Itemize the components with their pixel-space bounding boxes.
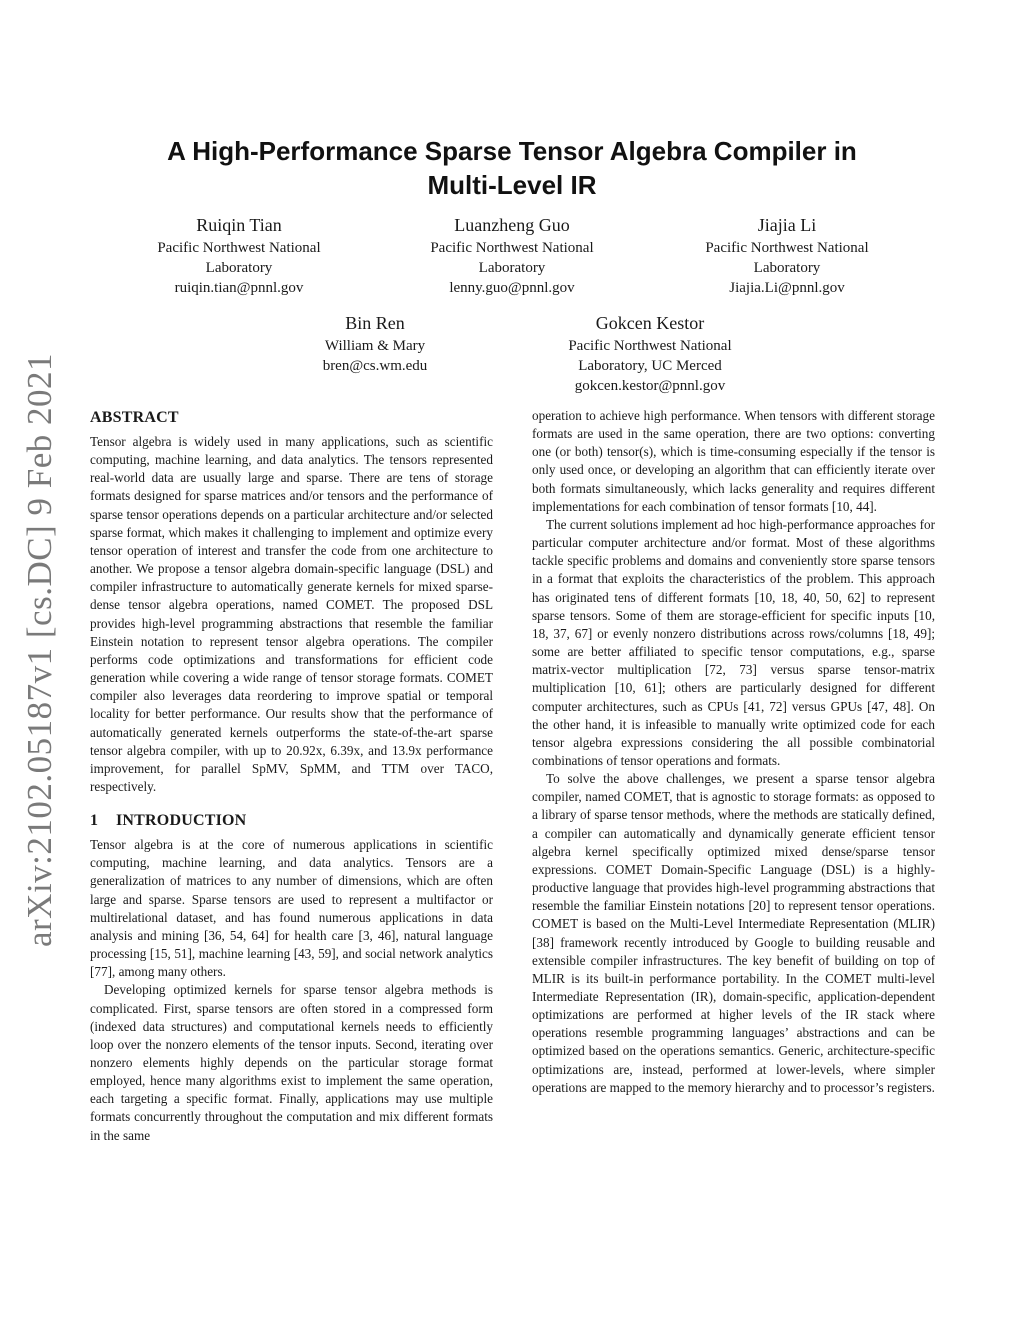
author-name: Jiajia Li xyxy=(757,215,817,235)
left-column xyxy=(90,407,493,1145)
right-paragraph-1: operation to achieve high performance. When tensors with different storage formats are used in the same operation, there are two options: converting one (or both) tensor(s), which is time-consuming especially if the tensor is only used once, or developing an algorithm that can efficiently iterate over both formats simultaneously, which lacks generality and requires different implementations for each combination of tensor formats [10, 44]. xyxy=(532,408,935,514)
section-title: INTRODUCTION xyxy=(116,812,247,830)
abstract-text: Tensor algebra is widely used in many applications, such as scientific computing, machine learning, and data analytics. The tensors represented real-world data are usually large and sparse. There are tens of storage formats designed for sparse matrices and/or tensors and the performance of sparse tensor operations depends on a particular architecture and/or selected sparse format, which makes it challenging to implement and optimize every tensor operation of interest and transfer the code from one architecture to another. We propose a tensor algebra domain-specific language (DSL) and compiler infrastructure to automatically generate kernels for mixed sparse-dense tensor algebra operations, named COMET. The proposed DSL provides high-level programming abstractions that resemble the familiar Einstein notation to represent tensor algebra operations. The compiler performs code optimizations and transformations for efficient code generation while covering a wide range of tensor storage formats. COMET compiler also leverages data reordering to improve spatial or temporal locality for better performance. Our results show that the performance of automatically generated kernels outperforms the state-of-the-art sparse tensor algebra compiler, with up to 20.92x, 6.39x, and 13.9x performance improvement, for parallel SpMV, SpMM, and TTM over TACO, respectively. xyxy=(90,434,493,794)
right-column xyxy=(532,407,935,1097)
author-affiliation: Laboratory xyxy=(205,260,273,276)
right-paragraph-2: The current solutions implement ad hoc high-performance approaches for particular computer architecture and/or format. Most of these algorithms tackle specific problems and domains and conveniently store sparse tensors in a format that exploits the characteristics of the problem. This approach has originated tens of different formats [10, 18, 40, 50, 62] to represent sparse tensors. Some of them are storage-efficient for specific inputs [10, 18, 37, 67] or evenly nonzero distributions across rows/columns [18, 49]; some are better affiliated to specific tensor computations, e.g., sparse matrix-vector multiplication [72, 73] versus sparse tensor-matrix multiplication [10, 61]; others are particularly designed for different computer architectures, such as CPUs [41, 72] versus GPUs [47, 48]. On the other hand, it is infeasible to manually write optimized code for each tensor algebra expressions considering the all possible combinatorial combinations of tensor operations and formats. xyxy=(532,516,935,768)
author-affiliation: William & Mary xyxy=(324,338,426,354)
author-block-4 xyxy=(260,310,490,376)
abstract-heading: ABSTRACT xyxy=(90,409,179,426)
paper-title-line-1: A High-Performance Sparse Tensor Algebra Compiler in xyxy=(167,136,857,166)
author-email: gokcen.kestor@pnnl.gov xyxy=(574,378,726,394)
author-affiliation: Pacific Northwest National xyxy=(705,240,869,256)
author-name: Luanzheng Guo xyxy=(454,215,570,235)
author-block-1 xyxy=(124,212,354,298)
author-affiliation: Laboratory xyxy=(753,260,821,276)
section-number: 1 xyxy=(90,812,99,830)
author-name: Bin Ren xyxy=(345,313,405,333)
author-email: bren@cs.wm.edu xyxy=(322,358,428,374)
author-affiliation: Pacific Northwest National xyxy=(430,240,594,256)
author-email: Jiajia.Li@pnnl.gov xyxy=(729,280,845,296)
author-affiliation: Pacific Northwest National xyxy=(157,240,321,256)
author-affiliation: Laboratory, UC Merced xyxy=(578,358,722,374)
arxiv-identifier xyxy=(4,352,76,948)
author-name: Gokcen Kestor xyxy=(595,313,705,333)
introduction-heading xyxy=(90,810,493,832)
author-email: ruiqin.tian@pnnl.gov xyxy=(174,280,304,296)
right-paragraph-3: To solve the above challenges, we present a sparse tensor algebra compiler, named COMET, that is agnostic to storage formats: as opposed to a library of sparse tensor methods, where the methods are statically defined, a compiler can automatically and dynamically generate efficient tensor algebra kernel specifically optimized mixed dense/sparse tensor expressions. COMET Domain-Specific Language (DSL) is a highly-productive language that provides high-level programming abstractions that resemble the familiar Einstein notations [20] to represent tensor operations. COMET is based on the Multi-Level Intermediate Representation (MLIR) [38] framework recently introduced by Google to building reusable and extensible compiler infrastructures. The key benefit of building on top of MLIR is its built-in performance portability. In the COMET multi-level Intermediate Representation (IR), domain-specific, application-dependent optimizations are performed at higher levels of the IR stack where operations resemble programming languages’ abstractions and can be optimized based on the operations semantics. Generic, architecture-specific optimizations are, instead, performed at lower-levels, where simpler operations are mapped to the memory hierarchy and to processor’s registers. xyxy=(532,771,935,1095)
paper-title-line-2: Multi-Level IR xyxy=(427,170,597,200)
author-block-2 xyxy=(397,212,627,298)
paper-title xyxy=(110,134,914,202)
intro-paragraph-1: Tensor algebra is at the core of numerous applications in scientific computing, machine learning, and data analytics. Tensors are a generalization of matrices to any number of dimensions, which are often large and sparse. Sparse tensors are used to represent a multifactor or multirelational dataset, and has found numerous applications in data analysis and mining [36, 54, 64] for health care [3, 46], natural language processing [15, 51], machine learning [43, 59], and social network analytics [77], among many others. xyxy=(90,837,493,980)
author-block-3 xyxy=(672,212,902,298)
arxiv-identifier-text: arXiv:2102.05187v1 [cs.DC] 9 Feb 2021 xyxy=(20,352,60,948)
author-block-5 xyxy=(535,310,765,396)
author-email: lenny.guo@pnnl.gov xyxy=(449,280,575,296)
author-affiliation: Laboratory xyxy=(478,260,546,276)
author-affiliation: Pacific Northwest National xyxy=(568,338,732,354)
author-name: Ruiqin Tian xyxy=(196,215,282,235)
intro-paragraph-2: Developing optimized kernels for sparse tensor algebra methods is complicated. First, sparse tensors are often stored in a compressed form (indexed data structures) and computational kernels needs to efficiently loop over the nonzero elements of the tensor inputs. Second, iterating over nonzero elements highly depends on the particular storage format employed, hence many algorithms exist to implement the same operation, each targeting a specific format. Finally, applications may use multiple formats concurrently throughout the computation and mix different formats in the same xyxy=(90,982,493,1143)
